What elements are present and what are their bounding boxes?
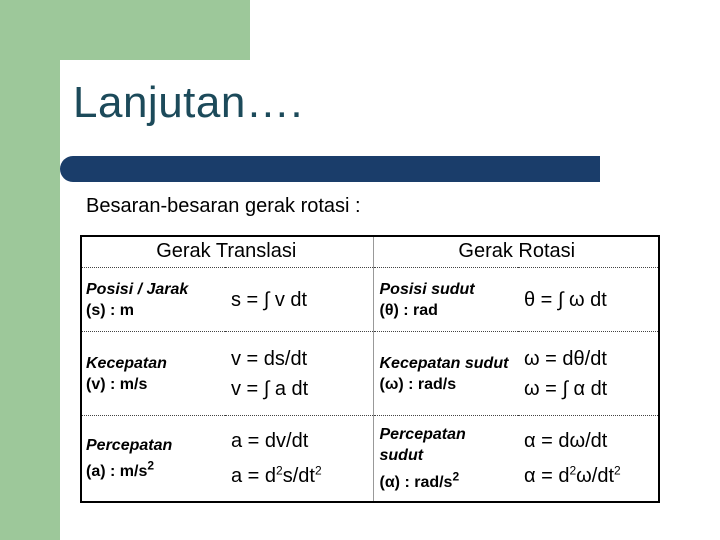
quantity-name: Kecepatan sudut (379, 354, 509, 372)
table-row (80, 268, 660, 332)
translation-equation (225, 332, 373, 416)
table-row (80, 332, 660, 416)
quantity-unit: (a) : $m/s^2$ (86, 458, 155, 481)
rotation-equation (518, 416, 660, 502)
rotation-quantity-label (373, 268, 518, 332)
table-header-row (80, 235, 660, 268)
rotation-equation (518, 332, 660, 416)
equation-line: θ = ∫ ω dt (524, 288, 607, 311)
quantity-name: Posisi sudut (379, 280, 475, 298)
equation-line: v = ∫ a dt (231, 377, 309, 400)
equation-line: s = ∫ v dt (231, 288, 308, 311)
decorative-side-band (0, 0, 60, 540)
quantity-name: Kecepatan (86, 354, 167, 372)
equation-line: ω = ∫ α dt (524, 377, 608, 400)
decorative-top-band (0, 0, 250, 60)
header-translation: Gerak Translasi (80, 235, 373, 268)
slide-subtitle: Besaran-besaran gerak rotasi : (86, 195, 361, 217)
translation-quantity-label (80, 332, 225, 416)
quantity-unit: (α) : rad/$s^2$ (379, 469, 460, 491)
quantity-unit: (θ) : rad (379, 301, 438, 319)
translation-equation (225, 268, 373, 332)
rotation-quantity-label (373, 416, 518, 502)
quantity-name: Percepatan sudut (379, 426, 466, 465)
translation-quantity-label (80, 268, 225, 332)
comparison-table (80, 235, 660, 502)
equation-line: $a = d^2s/dt^2$ (231, 463, 322, 488)
slide-title: Lanjutan…. (73, 78, 304, 127)
equation-line: $\alpha = d^2\omega/dt^2$ (524, 463, 621, 488)
title-underline-bar (60, 156, 600, 182)
translation-quantity-label (80, 416, 225, 502)
equation-line: α = dω/dt (524, 429, 608, 452)
quantity-unit: (ω) : rad/s (379, 375, 457, 393)
header-rotation: Gerak Rotasi (373, 235, 660, 268)
quantity-name: Percepatan (86, 436, 173, 454)
table-row (80, 416, 660, 502)
translation-equation (225, 416, 373, 502)
equation-line: v = ds/dt (231, 347, 308, 370)
quantity-name: Posisi / Jarak (86, 280, 189, 298)
quantity-unit: (v) : m/s (86, 375, 148, 393)
rotation-quantity-label (373, 332, 518, 416)
rotation-equation (518, 268, 660, 332)
equation-line: a = dv/dt (231, 429, 309, 452)
quantity-unit: (s) : m (86, 301, 134, 319)
equation-line: ω = dθ/dt (524, 347, 607, 370)
